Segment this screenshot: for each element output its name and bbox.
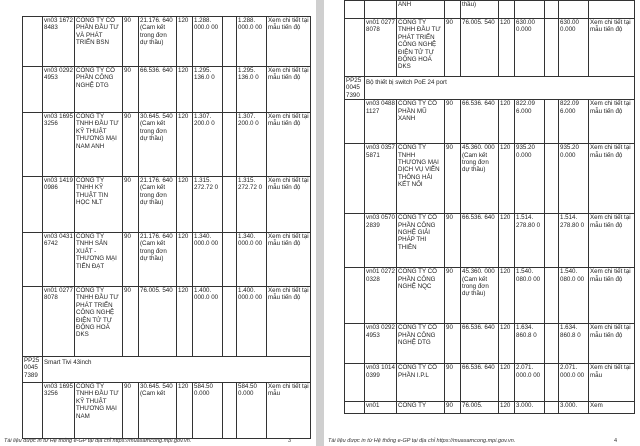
bid-security: 66.536. 640 (461, 364, 499, 402)
bid-row (345, 402, 635, 414)
lot-name: Bộ thiết bị switch PoE 24 port (365, 77, 635, 100)
bid-row (345, 100, 635, 144)
bid-security: 66.536. 640 (461, 214, 499, 268)
row-index (23, 113, 43, 177)
row-index (23, 383, 43, 439)
bid-row (23, 177, 311, 233)
duration-days: 90 (445, 19, 461, 77)
validity-days: 120 (177, 233, 193, 287)
discount (223, 287, 237, 357)
lot-group-row (345, 77, 635, 100)
progress-link: Xem chi tiết tại mẫu tiến độ (589, 144, 635, 214)
discount (545, 19, 559, 77)
company-name: CÔNG TY CỔ PHẦN I.P.L (397, 364, 445, 402)
bid-price: 1.340. 000.0 00 (193, 233, 223, 287)
bid-security: 21.176. 640 (Cam kết trong đơn dự thầu) (139, 177, 177, 233)
company-name: CÔNG TY TNHH KỸ THUẬT TIN HỌC NLT (75, 177, 123, 233)
progress-link (589, 1, 635, 19)
duration-days: 90 (445, 402, 461, 414)
bid-security: thầu) (461, 1, 499, 19)
row-index (345, 364, 365, 402)
document-page-right (324, 0, 640, 446)
bid-security: 21.176. 640 (Cam kết trong đơn dự thầu) (139, 233, 177, 287)
duration-days: 90 (123, 233, 139, 287)
bid-security: 66.536. 640 (461, 324, 499, 364)
company-name: CÔNG TY TNHH ĐẦU TƯ KỸ THUẬT THƯƠNG MẠI NAM (75, 383, 123, 439)
company-name: CÔNG TY TNHH THƯƠNG MẠI DỊCH VỤ VIỄN THÔNG HẢI KẾT NỐI (397, 144, 445, 214)
lot-name: Smart Tivi 43inch (43, 357, 311, 383)
final-price: 1.634. 860.8 0 (559, 324, 589, 364)
bid-security: 45.360. 000 (Cam kết trong đơn dự thầu) (461, 268, 499, 324)
progress-link: Xem chi tiết tại mẫu tiến độ (267, 287, 311, 357)
contractor-code: vn03 1695 3256 (43, 383, 75, 439)
row-index (345, 324, 365, 364)
lot-code: PP25 0045 7389 (23, 357, 43, 383)
bid-table-left (22, 16, 311, 439)
row-index (345, 402, 365, 414)
bid-security: 30.645. 540 (Cam kết trong đơn dự thầu) (139, 113, 177, 177)
row-index (23, 67, 43, 113)
bid-price: 3.000. (515, 402, 545, 414)
page-number: 3 (288, 438, 292, 444)
discount (223, 233, 237, 287)
progress-link: Xem chi tiết tại mẫu tiến độ (267, 17, 311, 67)
company-name: ANH (397, 1, 445, 19)
final-price: 3.000. (559, 402, 589, 414)
bid-price: 1.540. 080.0 00 (515, 268, 545, 324)
duration-days: 90 (445, 364, 461, 402)
progress-link: Xem chi tiết tại mẫu tiến độ (267, 233, 311, 287)
bid-row (345, 144, 635, 214)
bid-price: 1.288. 000.0 00 (193, 17, 223, 67)
discount (545, 214, 559, 268)
company-name: CÔNG TY CỔ PHẦN CÔNG NGHỆ DTG (75, 67, 123, 113)
duration-days: 90 (445, 324, 461, 364)
progress-link: Xem chi tiết tại mẫu tiến độ (267, 177, 311, 233)
document-page-left (0, 0, 316, 446)
duration-days: 90 (445, 144, 461, 214)
page-footer: Tài liệu được in từ Hệ thống e-GP tại địa chỉ https://muasamcong.mpi.gov.vn. (4, 438, 192, 444)
company-name: CÔNG TY CỔ PHẦN CÔNG NGHỆ DTG (397, 324, 445, 364)
page-footer: Tài liệu được in từ Hệ thống e-GP tại địa chỉ https://muasamcong.mpi.gov.vn. (328, 438, 516, 444)
company-name: CÔNG TY CỔ PHẦN MŨ XANH (397, 100, 445, 144)
duration-days: 90 (123, 113, 139, 177)
progress-link: Xem chi tiết tại mẫu tiến độ (589, 214, 635, 268)
bid-security: 76.005. 540 (139, 287, 177, 357)
duration-days: 90 (445, 214, 461, 268)
contractor-code: vn03 0292 4953 (365, 324, 397, 364)
bid-row (345, 324, 635, 364)
contractor-code: vn03 0431 6742 (43, 233, 75, 287)
bid-row (23, 113, 311, 177)
validity-days: 120 (499, 19, 515, 77)
contractor-code: vn01 0277 8078 (365, 19, 397, 77)
validity-days: 120 (499, 214, 515, 268)
final-price: 584.50 0.000 (237, 383, 267, 439)
progress-link: Xem chi tiết tại mẫu tiến độ (589, 324, 635, 364)
lot-code: PP25 0045 7390 (345, 77, 365, 100)
progress-link: Xem chi tiết tại mẫu tiến độ (267, 113, 311, 177)
bid-row (345, 214, 635, 268)
bid-row (23, 233, 311, 287)
contractor-code: vn03 1419 0986 (43, 177, 75, 233)
duration-days: 90 (123, 177, 139, 233)
contractor-code: vn01 0272 0328 (365, 268, 397, 324)
final-price: 630.00 0.000 (559, 19, 589, 77)
validity-days: 120 (499, 100, 515, 144)
progress-link: Xem (589, 402, 635, 414)
bid-price: 630.00 0.000 (515, 19, 545, 77)
bid-row (345, 19, 635, 77)
row-index (345, 144, 365, 214)
row-index (23, 17, 43, 67)
progress-link: Xem chi tiết tại mẫu (589, 364, 635, 402)
row-index (23, 177, 43, 233)
discount (223, 67, 237, 113)
bid-price: 1.514. 278.80 0 (515, 214, 545, 268)
discount (545, 1, 559, 19)
discount (545, 100, 559, 144)
contractor-code: vn03 0292 4953 (43, 67, 75, 113)
discount (223, 383, 237, 439)
bid-row (23, 67, 311, 113)
discount (545, 402, 559, 414)
page-divider (316, 0, 324, 446)
row-index (345, 19, 365, 77)
bid-price: 1.307. 200.0 0 (193, 113, 223, 177)
company-name: CÔNG TY TNHH ĐẦU TƯ PHÁT TRIỂN CÔNG NGHỆ ĐIỆN TỬ TỰ ĐỘNG HOÁ DKS (397, 19, 445, 77)
bid-price: 1.634. 860.8 0 (515, 324, 545, 364)
final-price: 822.09 6.000 (559, 100, 589, 144)
contractor-code: vn03 0570 2839 (365, 214, 397, 268)
contractor-code: vn03 1014 0399 (365, 364, 397, 402)
company-name: CÔNG TY CỔ PHẦN CÔNG NGHỆ NQC (397, 268, 445, 324)
progress-link: Xem chi tiết tại mẫu tiến độ (589, 100, 635, 144)
bid-price: 935.20 0.000 (515, 144, 545, 214)
discount (545, 324, 559, 364)
validity-days: 120 (177, 17, 193, 67)
bid-price: 2.071. 000.0 00 (515, 364, 545, 402)
final-price: 1.340. 000.0 00 (237, 233, 267, 287)
validity-days: 120 (499, 324, 515, 364)
duration-days: 90 (445, 268, 461, 324)
validity-days: 120 (499, 144, 515, 214)
progress-link: Xem chi tiết tại mẫu (267, 383, 311, 439)
final-price: 935.20 0.000 (559, 144, 589, 214)
bid-security: 21.176. 640 (Cam kết trong đơn dự thầu) (139, 17, 177, 67)
duration-days: 90 (123, 17, 139, 67)
final-price: 2.071. 000.0 00 (559, 364, 589, 402)
bid-price: 584.50 0.000 (193, 383, 223, 439)
validity-days: 120 (177, 287, 193, 357)
duration-days (445, 1, 461, 19)
contractor-code: vn03 1672 8483 (43, 17, 75, 67)
discount (545, 364, 559, 402)
row-index (345, 1, 365, 19)
progress-link: Xem chi tiết tại mẫu tiến độ (589, 19, 635, 77)
final-price: 1.315. 272.72 0 (237, 177, 267, 233)
discount (223, 17, 237, 67)
progress-link: Xem chi tiết tại mẫu tiến độ (267, 67, 311, 113)
validity-days: 120 (499, 364, 515, 402)
bid-table-right (344, 0, 635, 414)
final-price: 1.307. 200.0 0 (237, 113, 267, 177)
validity-days (499, 1, 515, 19)
company-name: CÔNG TY TNHH ĐẦU TƯ KỸ THUẬT THƯƠNG MẠI NAM ANH (75, 113, 123, 177)
bid-price: 822.09 6.000 (515, 100, 545, 144)
discount (223, 177, 237, 233)
validity-days: 120 (177, 383, 193, 439)
bid-row (345, 364, 635, 402)
row-index (345, 268, 365, 324)
discount (223, 113, 237, 177)
final-price (559, 1, 589, 19)
final-price: 1.514. 278.80 0 (559, 214, 589, 268)
validity-days: 120 (499, 402, 515, 414)
bid-security: 45.360. 000 (Cam kết trong đơn dự thầu) (461, 144, 499, 214)
duration-days: 90 (445, 100, 461, 144)
page-number: 4 (614, 438, 618, 444)
duration-days: 90 (123, 383, 139, 439)
contractor-code: vn03 1695 3256 (43, 113, 75, 177)
duration-days: 90 (123, 287, 139, 357)
bid-row (23, 17, 311, 67)
company-name: CÔNG TY CỔ PHẦN ĐẦU TƯ VÀ PHÁT TRIỂN BSN (75, 17, 123, 67)
final-price: 1.540. 080.0 00 (559, 268, 589, 324)
bid-security: 66.536. 640 (461, 100, 499, 144)
discount (545, 144, 559, 214)
bid-row (23, 287, 311, 357)
bid-security: 66.536. 640 (139, 67, 177, 113)
bid-row (345, 268, 635, 324)
contractor-code: vn03 0488 1127 (365, 100, 397, 144)
progress-link: Xem chi tiết tại mẫu tiến độ (589, 268, 635, 324)
final-price: 1.295. 136.0 0 (237, 67, 267, 113)
duration-days: 90 (123, 67, 139, 113)
row-index (345, 100, 365, 144)
validity-days: 120 (177, 113, 193, 177)
bid-price: 1.295. 136.0 0 (193, 67, 223, 113)
contractor-code: vn01 (365, 402, 397, 414)
row-index (345, 214, 365, 268)
row-index (23, 287, 43, 357)
contractor-code: vn01 0277 8078 (43, 287, 75, 357)
bid-security: 30.645. 540 (Cam kết (139, 383, 177, 439)
company-name: CÔNG TY CỔ PHẦN CÔNG NGHỆ GIẢI PHÁP THI THIÊN (397, 214, 445, 268)
bid-price: 1.315. 272.72 0 (193, 177, 223, 233)
bid-price (515, 1, 545, 19)
validity-days: 120 (177, 177, 193, 233)
company-name: CÔNG TY TNHH ĐẦU TƯ PHÁT TRIỂN CÔNG NGHỆ ĐIỆN TỬ TỰ ĐỘNG HOÁ DKS (75, 287, 123, 357)
final-price: 1.288. 000.0 00 (237, 17, 267, 67)
discount (545, 268, 559, 324)
company-name: CÔNG TY (397, 402, 445, 414)
validity-days: 120 (499, 268, 515, 324)
bid-security: 76.005. (461, 402, 499, 414)
bid-row (23, 383, 311, 439)
final-price: 1.400. 000.0 00 (237, 287, 267, 357)
validity-days: 120 (177, 67, 193, 113)
company-name: CÔNG TY TNHH SẢN XUẤT - THƯƠNG MẠI TIẾN ĐẠT (75, 233, 123, 287)
lot-group-row (23, 357, 311, 383)
row-index (23, 233, 43, 287)
bid-price: 1.400. 000.0 00 (193, 287, 223, 357)
contractor-code (365, 1, 397, 19)
bid-row (345, 1, 635, 19)
bid-security: 76.005. 540 (461, 19, 499, 77)
contractor-code: vn03 0357 5871 (365, 144, 397, 214)
